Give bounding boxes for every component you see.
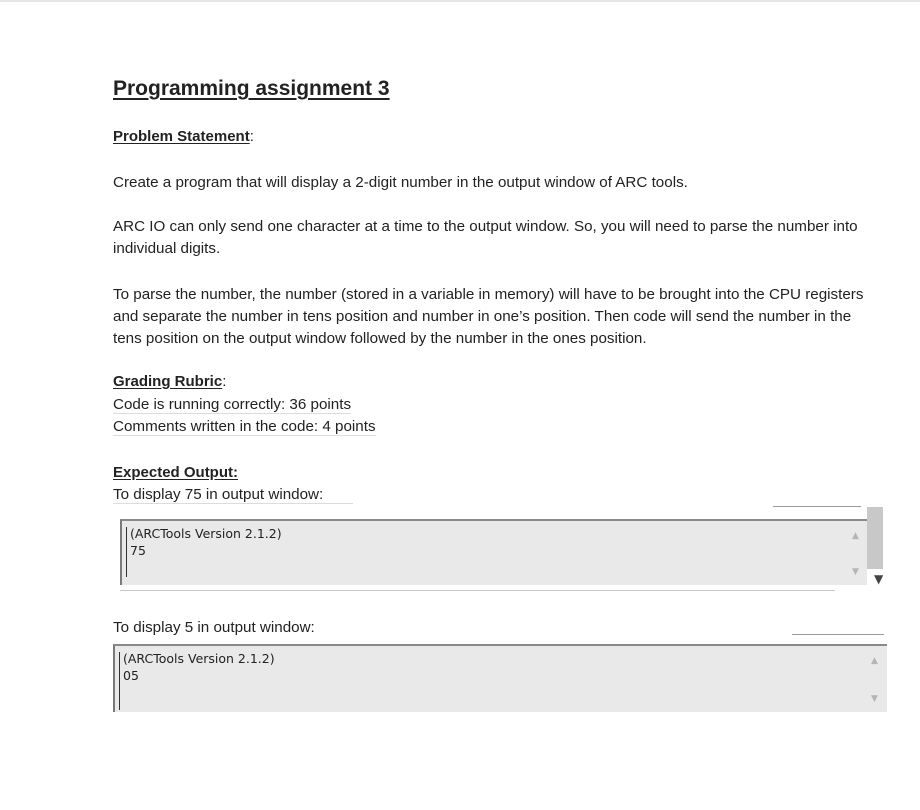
output-line-value: 75 [130, 543, 146, 558]
output-line-value: 05 [123, 668, 139, 683]
chevron-down-icon[interactable]: ▼ [852, 567, 859, 577]
chevron-down-icon[interactable]: ▼ [871, 694, 878, 704]
paragraph-intro: Create a program that will display a 2-digit number in the output window of ARC tools. [113, 174, 688, 191]
document-title: Programming assignment 3 [113, 77, 390, 100]
problem-statement-heading [113, 128, 254, 145]
chevron-up-icon[interactable]: ▲ [871, 656, 878, 666]
output-window-1-top-edge [773, 506, 861, 507]
paragraph-parse: To parse the number, the number (stored in a variable in memory) will have to be brought into the CPU registers and separate the number in tens position and number in one’s position. Then code will send the number in the tens position on the output window followed by the number in the ones position. [113, 286, 864, 347]
output-window-1-caret [126, 527, 127, 577]
problem-statement-colon: : [249, 128, 254, 145]
problem-statement-label: Problem Statement [113, 128, 250, 145]
rubric-item-comments: Comments written in the code: 4 points [113, 418, 376, 435]
output-window-2-caret [119, 652, 120, 710]
grading-rubric-heading [113, 373, 226, 390]
chevron-up-icon[interactable]: ▲ [852, 531, 859, 541]
rubric-item-code-running: Code is running correctly: 36 points [113, 396, 352, 413]
grading-rubric-colon: : [222, 373, 227, 390]
grading-rubric-label: Grading Rubric [113, 373, 223, 390]
output-window-75 [120, 519, 867, 585]
output-line-version: (ARCTools Version 2.1.2) [130, 526, 282, 541]
output-window-1-text [130, 525, 282, 559]
output-line-version: (ARCTools Version 2.1.2) [123, 651, 275, 666]
paragraph-arc-io: ARC IO can only send one character at a time to the output window. So, you will need to parse the number into individual digits. [113, 218, 858, 257]
output-window-05 [113, 644, 887, 712]
output-window-1-bottom-edge [120, 590, 835, 591]
page-top-border [0, 0, 920, 2]
expected-output-heading: Expected Output: [113, 464, 239, 481]
example-2-caption: To display 5 in output window: [113, 619, 315, 636]
output-window-1-scrollbar[interactable] [867, 507, 883, 569]
output-window-2-text [123, 650, 275, 684]
output-window-2-top-edge [792, 634, 884, 635]
chevron-down-icon[interactable]: ▼ [874, 572, 884, 586]
example-1-caption: To display 75 in output window: [113, 486, 353, 504]
